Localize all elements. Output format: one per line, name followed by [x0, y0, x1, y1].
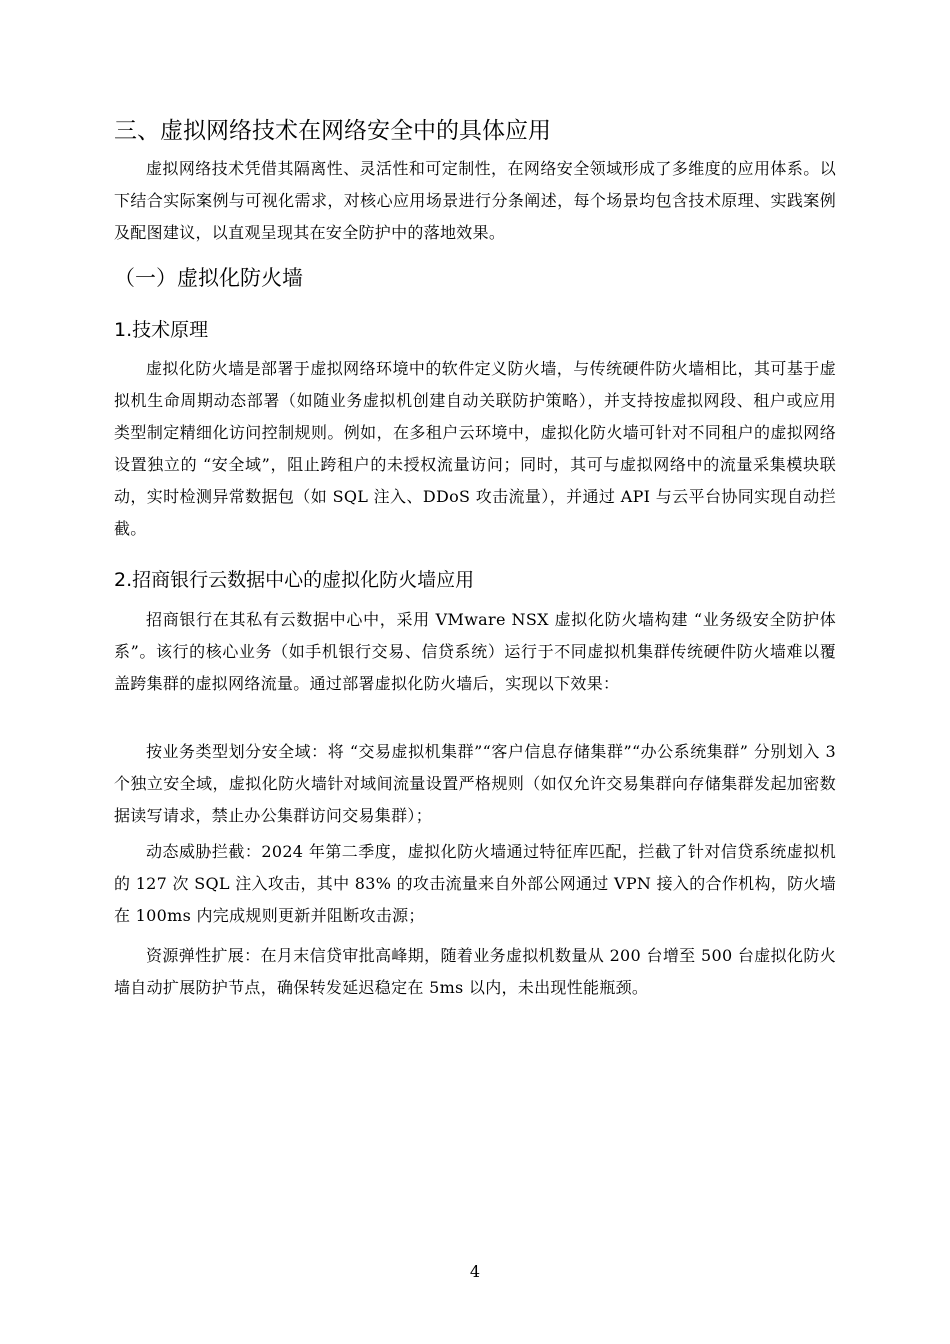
effect-paragraph-threat-interception: 动态威胁拦截：2024 年第二季度，虚拟化防火墙通过特征库匹配，拦截了针对信贷系统虚拟机的 127 次 SQL 注入攻击，其中 83% 的攻击流量来自外部公网通过 VPN 接入的合作机构，防火墙在 100ms 内完成规则更新并阻断攻击源； — [114, 842, 836, 925]
principle-paragraph: 虚拟化防火墙是部署于虚拟网络环境中的软件定义防火墙，与传统硬件防火墙相比，其可基于虚拟机生命周期动态部署（如随业务虚拟机创建自动关联防护策略），并支持按虚拟网段、租户或应用类型制定精细化访问控制规则。例如，在多租户云环境中，虚拟化防火墙可针对不同租户的虚拟网络设置独立的 “安全域”，阻止跨租户的未授权流量访问；同时，其可与虚拟网络中的流量采集模块联动，实时检测异常数据包（如 SQL 注入、DDoS 攻击流量），并通过 API 与云平台协同实现自动拦截。 — [114, 359, 836, 538]
case-paragraph: 招商银行在其私有云数据中心中，采用 VMware NSX 虚拟化防火墙构建 “业务级安全防护体系”。该行的核心业务（如手机银行交易、信贷系统）运行于不同虚拟机集群传统硬件防火墙难以覆盖跨集群的虚拟网络流量。通过部署虚拟化防火墙后，实现以下效果： — [114, 610, 836, 693]
effect-paragraph-security-domains: 按业务类型划分安全域：将 “交易虚拟机集群”“客户信息存储集群”“办公系统集群” 分别划入 3 个独立安全域，虚拟化防火墙针对域间流量设置严格规则（如仅允许交易集群向存储集群发起加密数据读写请求，禁止办公集群访问交易集群）； — [114, 742, 836, 825]
case-heading: 2.招商银行云数据中心的虚拟化防火墙应用 — [114, 569, 475, 591]
principle-heading: 1.技术原理 — [114, 319, 209, 341]
effect-paragraph-elastic-scaling: 资源弹性扩展：在月末信贷审批高峰期，随着业务虚拟机数量从 200 台增至 500 台虚拟化防火墙自动扩展防护节点，确保转发延迟稳定在 5ms 以内，未出现性能瓶颈。 — [114, 946, 836, 997]
page-number: 4 — [469, 1262, 481, 1281]
subsection-title: （一）虚拟化防火墙 — [114, 266, 303, 290]
intro-paragraph: 虚拟网络技术凭借其隔离性、灵活性和可定制性，在网络安全领域形成了多维度的应用体系。以下结合实际案例与可视化需求，对核心应用场景进行分条阐述，每个场景均包含技术原理、实践案例及配图建议，以直观呈现其在安全防护中的落地效果。 — [114, 159, 836, 242]
section-title: 三、虚拟网络技术在网络安全中的具体应用 — [114, 118, 551, 144]
